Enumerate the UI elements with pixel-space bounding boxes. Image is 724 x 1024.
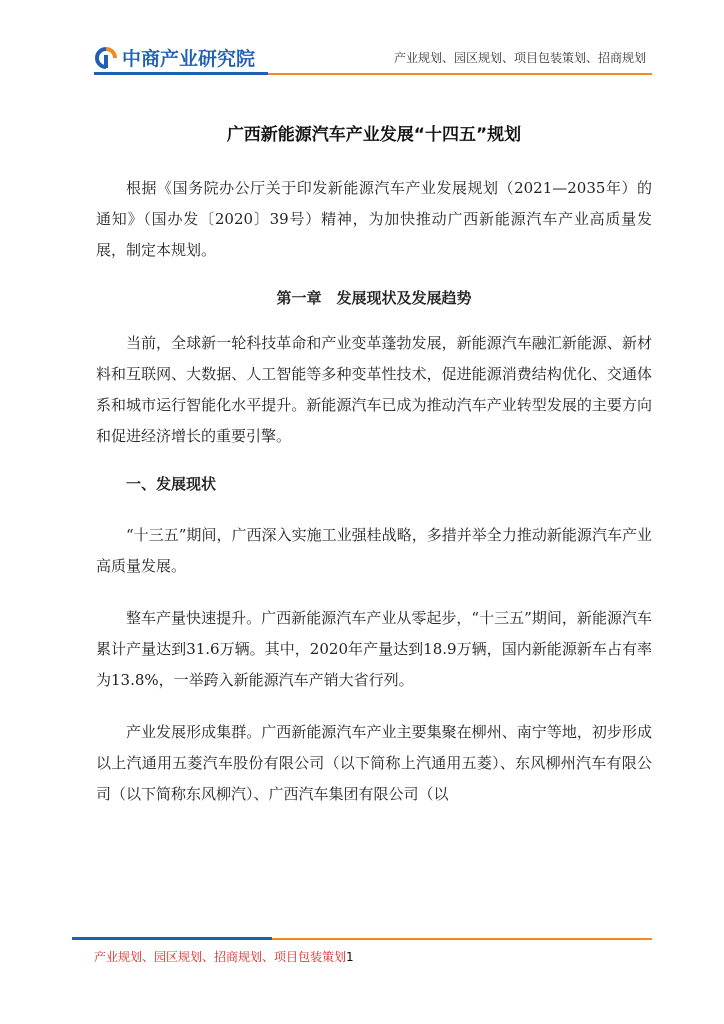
logo-text: 中商产业研究院 [122,48,256,70]
page-number: 1 [346,950,354,964]
document-title: 广西新能源汽车产业发展“十四五”规划 [226,125,522,145]
paragraph: “十三五”期间，广西深入实施工业强桂战略，多措并举全力推动新能源汽车产业高质量发展。 [96,526,652,575]
intro-paragraph: 根据《国务院办公厅关于印发新能源汽车产业发展规划（2021—2035年）的通知》（国办发〔2020〕39号）精神，为加快推动广西新能源汽车产业高质量发展，制定本规划。 [96,179,652,259]
footer-divider-orange [272,938,652,940]
logo-mark-icon [94,46,118,70]
paragraph: 产业发展形成集群。广西新能源汽车产业主要集聚在柳州、南宁等地，初步形成以上汽通用五菱汽车股份有限公司（以下简称上汽通用五菱）、东风柳州汽车有限公司（以下简称东风柳汽）、广西汽车集团有限公司（以 [96,723,652,803]
footer-divider-blue [72,937,272,940]
chapter-heading: 第一章 发展现状及发展趋势 [276,289,472,307]
page-footer [94,948,354,965]
paragraph: 整车产量快速提升。广西新能源汽车产业从零起步，“十三五”期间，新能源汽车累计产量达到31.6万辆。其中，2020年产量达到18.9万辆，国内新能源新车占有率为13.8%，一举跨入新能源汽车产销大省行列。 [96,609,652,689]
header-divider-orange [268,73,652,75]
logo [94,44,255,71]
chapter-intro-paragraph: 当前，全球新一轮科技革命和产业变革蓬勃发展，新能源汽车融汇新能源、新材料和互联网、大数据、人工智能等多种变革性技术，促进能源消费结构优化、交通体系和城市运行智能化水平提升。新能源汽车已成为推动汽车产业转型发展的主要方向和促进经济增长的重要引擎。 [96,334,652,445]
footer-tagline: 产业规划、园区规划、招商规划、项目包装策划 [94,950,347,964]
document-body [96,120,652,831]
header-divider-blue [94,72,268,75]
section-heading: 一、发展现状 [126,475,217,493]
header-tagline: 产业规划、园区规划、项目包装策划、招商规划 [393,51,646,65]
page-header [0,0,724,80]
